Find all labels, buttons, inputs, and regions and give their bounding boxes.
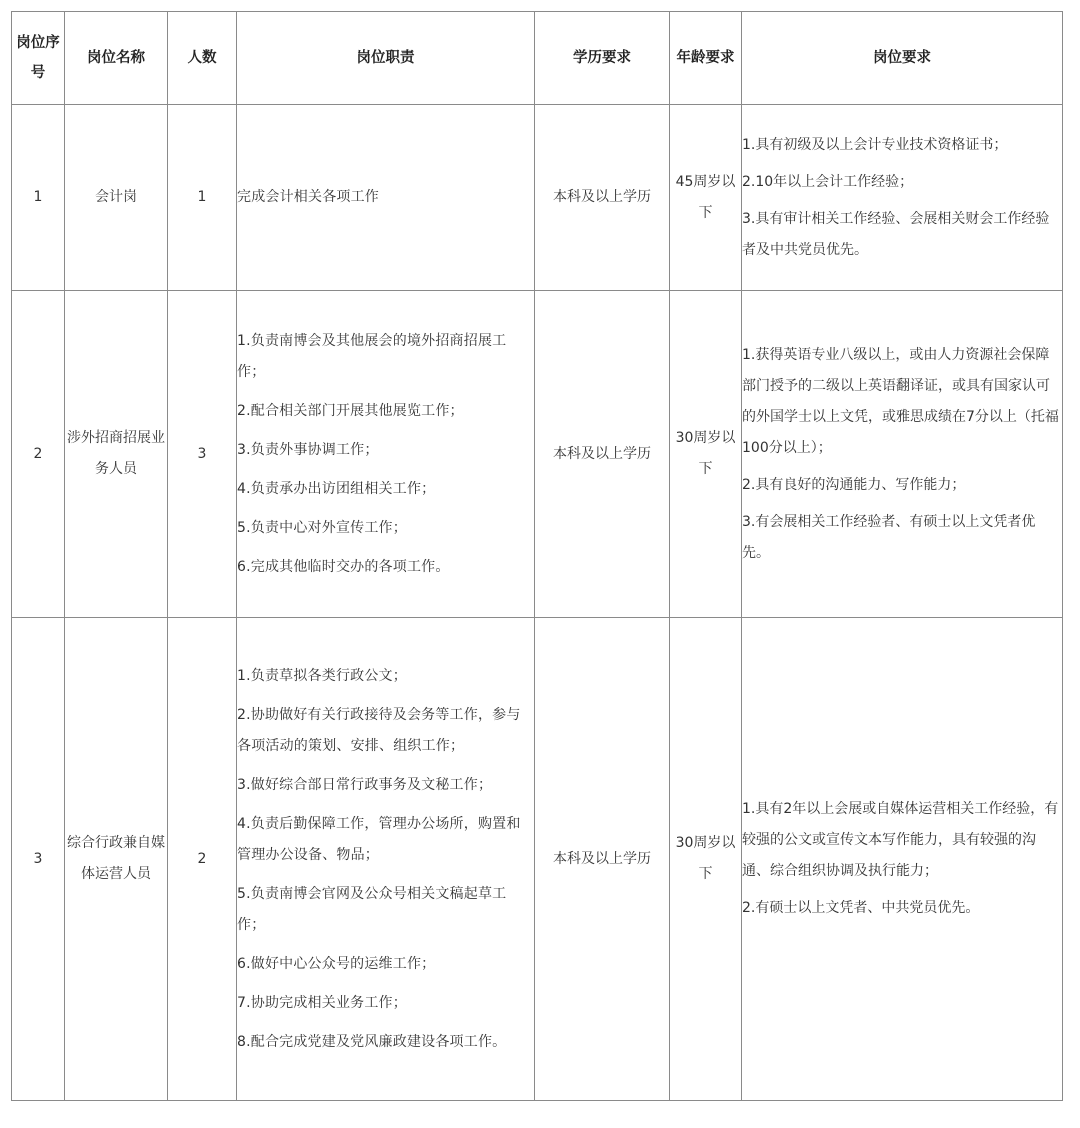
duty-item: 3.负责外事协调工作； (237, 441, 379, 458)
cell-seq: 3 (12, 618, 65, 1101)
duty-item: 3.做好综合部日常行政事务及文秘工作； (237, 776, 493, 793)
duty-item: 1.负责草拟各类行政公文； (237, 667, 407, 684)
duty-item: 6.做好中心公众号的运维工作； (237, 955, 436, 972)
duty-item: 5.负责中心对外宣传工作； (237, 519, 407, 536)
duty-item: 1.负责南博会及其他展会的境外招商招展工作； (237, 332, 507, 380)
cell-duties (237, 618, 535, 1101)
cell-requirements (742, 291, 1063, 618)
duty-item: 7.协助完成相关业务工作； (237, 994, 407, 1011)
requirement-item: 1.具有2年以上会展或自媒体运营相关工作经验，有较强的公文或宣传文本写作能力，具有较强的沟通、综合组织协调及执行能力； (742, 801, 1059, 879)
duty-item: 5.负责南博会官网及公众号相关文稿起草工作； (237, 885, 507, 933)
table-row (12, 291, 1063, 618)
cell-duties (237, 291, 535, 618)
header-requirements: 岗位要求 (742, 12, 1063, 105)
header-age: 年龄要求 (670, 12, 742, 105)
duty-item: 4.负责承办出访团组相关工作； (237, 480, 436, 497)
cell-count: 3 (168, 291, 237, 618)
header-seq: 岗位序号 (12, 12, 65, 105)
cell-count: 2 (168, 618, 237, 1101)
cell-education: 本科及以上学历 (535, 105, 670, 291)
duty-item: 6.完成其他临时交办的各项工作。 (237, 558, 450, 575)
requirement-item: 1.获得英语专业八级以上，或由人力资源社会保障部门授予的二级以上英语翻译证，或具有国家认可的外国学士以上文凭，或雅思成绩在7分以上（托福100分以上）； (742, 346, 1059, 456)
requirement-item: 2.具有良好的沟通能力、写作能力； (742, 476, 966, 493)
table-row (12, 105, 1063, 291)
duty-item: 2.协助做好有关行政接待及会务等工作，参与各项活动的策划、安排、组织工作； (237, 706, 521, 754)
duty-item: 2.配合相关部门开展其他展览工作； (237, 402, 464, 419)
duty-item: 4.负责后勤保障工作，管理办公场所，购置和管理办公设备、物品； (237, 815, 521, 863)
requirement-item: 2.10年以上会计工作经验； (742, 173, 914, 190)
cell-position: 会计岗 (65, 105, 168, 291)
cell-seq: 2 (12, 291, 65, 618)
requirement-item: 1.具有初级及以上会计专业技术资格证书； (742, 136, 1008, 153)
cell-position: 综合行政兼自媒体运营人员 (65, 618, 168, 1101)
cell-requirements (742, 105, 1063, 291)
duty-item: 完成会计相关各项工作 (237, 189, 379, 205)
cell-age: 30周岁以下 (670, 291, 742, 618)
cell-education: 本科及以上学历 (535, 618, 670, 1101)
cell-age: 45周岁以下 (670, 105, 742, 291)
cell-count: 1 (168, 105, 237, 291)
header-count: 人数 (168, 12, 237, 105)
header-education: 学历要求 (535, 12, 670, 105)
header-position: 岗位名称 (65, 12, 168, 105)
cell-education: 本科及以上学历 (535, 291, 670, 618)
duty-item: 8.配合完成党建及党风廉政建设各项工作。 (237, 1033, 507, 1050)
table-header-row (12, 12, 1063, 105)
requirement-item: 3.有会展相关工作经验者、有硕士以上文凭者优先。 (742, 513, 1036, 561)
requirement-item: 3.具有审计相关工作经验、会展相关财会工作经验者及中共党员优先。 (742, 210, 1050, 258)
cell-age: 30周岁以下 (670, 618, 742, 1101)
header-duties: 岗位职责 (237, 12, 535, 105)
table-row (12, 618, 1063, 1101)
cell-duties (237, 105, 535, 291)
cell-position: 涉外招商招展业务人员 (65, 291, 168, 618)
cell-requirements (742, 618, 1063, 1101)
job-positions-table (11, 11, 1063, 1101)
cell-seq: 1 (12, 105, 65, 291)
requirement-item: 2.有硕士以上文凭者、中共党员优先。 (742, 900, 980, 916)
